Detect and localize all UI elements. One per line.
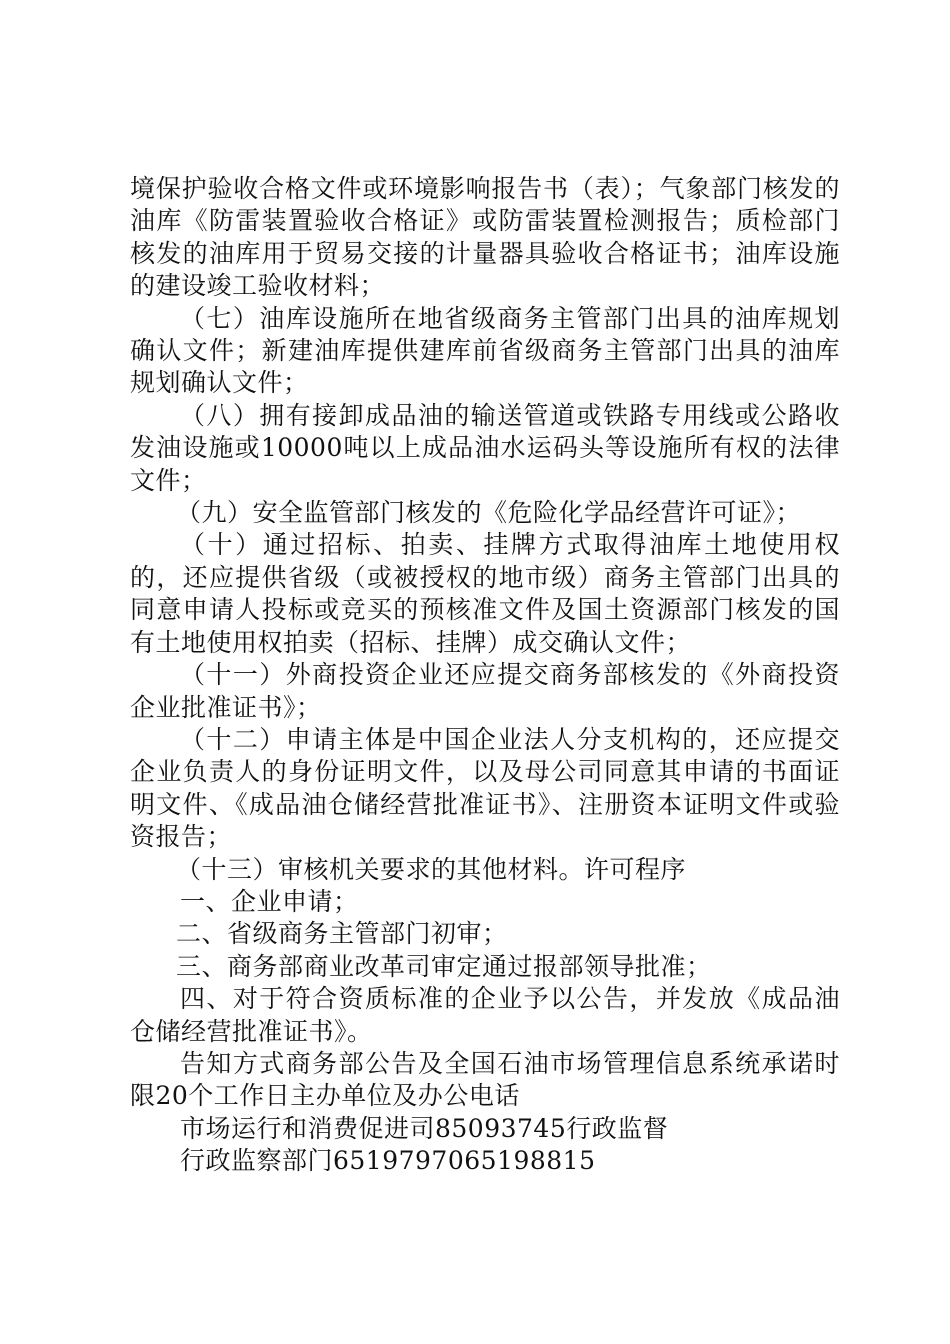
paragraph-item-13: （十三）审核机关要求的其他材料。许可程序 — [176, 854, 687, 884]
paragraph-environment-continuation: 境保护验收合格文件或环境影响报告书（表）；气象部门核发的油库《防雷装置验收合格证》或防雷装置检测报告；质检部门核发的油库用于贸易交接的计量器具验收合格证书；油库设施的建设竣工验收材料； — [130, 174, 840, 301]
paragraph-step-4: 四、对于符合资质标准的企业予以公告，并发放《成品油仓储经营批准证书》。 — [130, 984, 840, 1046]
paragraph-item-12: （十二）申请主体是中国企业法人分支机构的，还应提交企业负责人的身份证明文件，以及母公司同意其申请的书面证明文件、《成品油仓储经营批准证书》、注册资本证明文件或验资报告； — [130, 724, 840, 852]
paragraph-notification-method: 告知方式商务部公告及全国石油市场管理信息系统承诺时限20个工作日主办单位及办公电话 — [130, 1048, 840, 1111]
paragraph-item-10: （十）通过招标、拍卖、挂牌方式取得油库土地使用权的，还应提供省级（或被授权的地市级）商务主管部门出具的同意申请人投标或竞买的预核准文件及国土资源部门核发的国有土地使用权拍卖（招标、挂牌）成交确认文件； — [130, 530, 840, 657]
document-body — [130, 173, 840, 1178]
paragraph-step-1: 一、企业申请； — [180, 886, 359, 916]
paragraph-item-7: （七）油库设施所在地省级商务主管部门出具的油库规划确认文件；新建油库提供建库前省级商务主管部门出具的油库规划确认文件； — [130, 303, 840, 398]
paragraph-contact-department: 市场运行和消费促进司85093745行政监督 — [180, 1113, 669, 1143]
paragraph-step-3: 三、商务部商业改革司审定通过报部领导批准； — [176, 951, 712, 981]
paragraph-item-8: （八）拥有接卸成品油的输送管道或铁路专用线或公路收发油设施或10000吨以上成品油水运码头等设施所有权的法律文件； — [130, 400, 840, 495]
paragraph-item-11: （十一）外商投资企业还应提交商务部核发的《外商投资企业批准证书》； — [130, 660, 840, 722]
paragraph-supervision-department: 行政监察部门6519797065198815 — [180, 1146, 596, 1176]
paragraph-step-2: 二、省级商务主管部门初审； — [176, 919, 508, 949]
paragraph-item-9: （九）安全监管部门核发的《危险化学品经营许可证》； — [176, 498, 802, 528]
